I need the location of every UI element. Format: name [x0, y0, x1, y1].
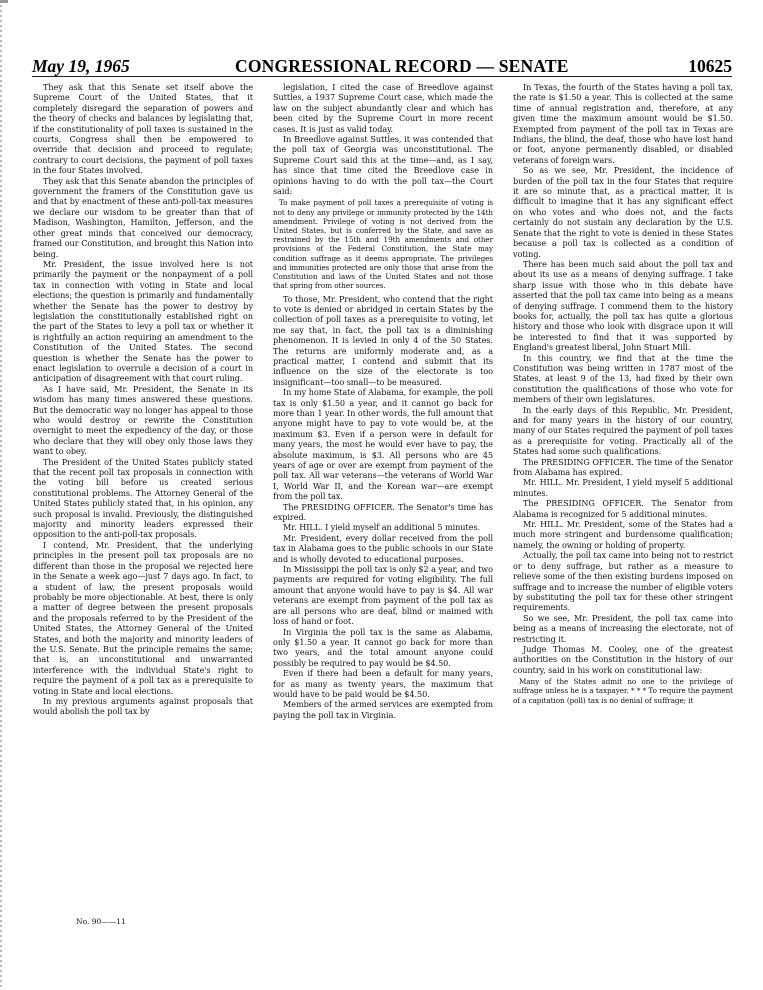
paragraph: There has been much said about the poll tax and about its use as a means of denying suffrage. I take sharp issue with those who in this debate have asserted that the poll tax came into being as a means of denying suffrage. I commend them to the history books for, actually, the poll tax has quite a glorious history and those who look with disgrace upon it will be interested to find that it was supported by England's greatest liberal, John Stuart Mill.	[513, 258, 733, 353]
paragraph: legislation, I cited the case of Breedlove against Suttles, a 1937 Supreme Court case, which made the law on the subject abundantly clear and which has been cited by the Supreme Court in more recent cases. It is just as valid today.	[273, 82, 493, 134]
paragraph: The PRESIDING OFFICER. The Senator's time has expired.	[273, 501, 493, 523]
header-date: May 19, 1965	[32, 56, 130, 76]
header-rule	[32, 76, 732, 77]
page-header	[32, 56, 732, 78]
paragraph: Even if there had been a default for many years, for as many as twenty years, the maximum that would have to be paid would be $4.50.	[273, 668, 493, 699]
paragraph: In Texas, the fourth of the States having a poll tax, the rate is $1.50 a year. This is collected at the same time of annual registration and, therefore, at any given time the maximum amount would be $1.50. Exempted from payment of the poll tax in Texas are Indians, the blind, the deaf, those who have lost hand or foot, anyone permanently disabled, or disabled veterans of foreign wars.	[513, 82, 733, 165]
paragraph: In Mississippi the poll tax is only $2 a year, and two payments are required for voting eligibility. The full amount that anyone would have to pay is $4. All war veterans are exempt from payment of the poll tax as are all persons who are deaf, blind or maimed with loss of hand or foot.	[273, 564, 493, 627]
paragraph: Actually, the poll tax came into being not to restrict or to deny suffrage, but rather as a measure to relieve some of the then existing burdens imposed on suffrage and to increase the number of eligible voters by substituting the poll tax for these other stringent requirements.	[513, 550, 733, 613]
paragraph: To those, Mr. President, who contend that the right to vote is denied or abridged in certain States by the collection of poll taxes as a prerequisite to voting, let me say that, in fact, the poll tax is a diminishing phenomenon. It is levied in only 4 of the 50 States. The returns are uniformly moderate and, as a practical matter, I contend and submit that its influence on the size of the electorate is too insignificant—too small—to be measured.	[273, 293, 493, 387]
header-title: CONGRESSIONAL RECORD — SENATE	[235, 56, 569, 76]
paragraph: In the early days of this Republic, Mr. President, and for many years in the history of our country, many of our States required the payment of poll taxes as a prerequisite for voting. Practically all of the States had some such qualifications.	[513, 404, 733, 457]
paragraph: In my previous arguments against proposals that would abolish the poll tax by	[33, 695, 253, 717]
paragraph: Members of the armed services are exempted from paying the poll tax in Virginia.	[273, 699, 493, 720]
quoted-paragraph: Many of the States admit no one to the privilege of suffrage unless he is a taxpayer. * * * To require the payment of a capitation (poll) tax is no denial of suffrage; it	[513, 677, 733, 705]
paragraph: As I have said, Mr. President, the Senate in its wisdom has many times answered these questions. But the democratic way no longer has appeal to those who would destroy or rewrite the Constitution overnight to meet the expediency of the day, or those who declare that they will obey only those laws they want to obey.	[33, 383, 253, 457]
paragraph: So we see, Mr. President, the poll tax came into being as a means of increasing the electorate, not of restricting it.	[513, 612, 733, 644]
paragraph: Mr. HILL. Mr. President, some of the States had a much more stringent and burdensome qualification; namely, the owning or holding of property.	[513, 519, 733, 550]
paragraph: The PRESIDING OFFICER. The time of the Senator from Alabama has expired.	[513, 456, 733, 478]
text-column-3	[513, 82, 733, 708]
corner-mark	[0, 0, 8, 3]
paragraph: They ask that this Senate abandon the principles of government the framers of the Constitution gave us and that by enactment of these anti-poll-tax measures we declare our wisdom to be greater than that of Madison, Washington, Hamilton, Jefferson, and the other great minds that conceived our democracy, framed our Constitution, and brought this Nation into being.	[33, 175, 253, 259]
paragraph: So as we see, Mr. President, the incidence of burden of the poll tax in the four States that require it are so minute that, as a practical matter, it is difficult to imagine that it has any significant effect on who votes and who does not, and the facts certainly do not sustain any declaration by the U.S. Senate that the right to vote is denied in these States because a poll tax is collected as a condition of voting.	[513, 165, 733, 259]
header-page-number: 10625	[688, 56, 732, 76]
paragraph: In this country, we find that at the time the Constitution was being written in 1787 most of the States, at least 9 of the 13, had fixed by their own constitution the qualifications of those who vote for members of their own legislatures.	[513, 352, 733, 405]
paragraph: Mr. HILL. I yield myself an additional 5 minutes.	[283, 522, 481, 533]
paragraph: In my home State of Alabama, for example, the poll tax is only $1.50 a year, and it cannot go back for more than 1 year. In other words, the full amount that anyone might have to pay to vote would be, at the maximum $3. Even if a person were in default for many years, the most he would ever have to pay, the absolute maximum, is $3. All persons who are 45 years of age or over are exempt from payment of the poll tax. All war veterans—the veterans of World War I, World War II, and the Korean war—are exempt from the poll tax.	[273, 387, 493, 502]
paragraph: Mr. HILL. Mr. President, I yield myself 5 additional minutes.	[513, 477, 733, 498]
paragraph: They ask that this Senate set itself above the Supreme Court of the United States, that it completely disregard the separation of powers and the theory of checks and balances by legislating that, if the constitutionality of poll taxes is sustained in the courts, Congress shall then be empowered to override that decision and proceed to regulate; contrary to court decisions, the payment of poll taxes in the four States involved.	[33, 82, 253, 176]
paragraph: Mr. President, the issue involved here is not primarily the payment or the nonpayment of a poll tax in connection with voting in State and local elections; the question is primarily and fundamentally whether the Senate has the power to destroy by legislation the constitutionally established right on the part of the States to levy a poll tax or whether it is rightfully an action requiring an amendment to the Constitution of the United States. The second question is whether the Senate has the power to enact legislation to overrule a decision of a court in anticipation of disagreement with that court ruling.	[33, 258, 253, 384]
binding-edge	[0, 0, 2, 990]
paragraph: Judge Thomas M. Cooley, one of the greatest authorities on the Constitution in the history of our country, said in his work on constitutional law:	[513, 643, 733, 675]
text-column-1	[33, 82, 253, 717]
paragraph: The PRESIDING OFFICER. The Senator from Alabama is recognized for 5 additional minutes.	[513, 498, 733, 519]
paragraph: In Breedlove against Suttles, it was contended that the poll tax of Georgia was unconstitutional. The Supreme Court said this at the time—and, as I say, has since that time cited the Breedlove case in opinions having to do with the poll tax—the Court said:	[273, 134, 493, 197]
text-column-2	[273, 82, 493, 720]
paragraph: The President of the United States publicly stated that the recent poll tax proposals in connection with the voting bill before us created serious constitutional problems. The Attorney General of the United States publicly stated that, in his opinion, any such proposal is invalid. Previously, the distinguished majority and minority leaders expressed their opposition to the anti-poll-tax proposals.	[33, 456, 253, 540]
paragraph: In Virginia the poll tax is the same as Alabama, only $1.50 a year. It cannot go back for more than two years, and the total amount anyone could possibly be required to pay would be $4.50.	[273, 626, 493, 668]
paragraph: Mr. President, every dollar received from the poll tax in Alabama goes to the public schools in our State and is wholly devoted to educational purposes.	[273, 532, 493, 564]
footer-code: No. 90——11	[76, 917, 126, 926]
quoted-paragraph: To make payment of poll taxes a prerequisite of voting is not to deny any privilege or immunity protected by the 14th amendment. Privilege of voting is not derived from the United States, but is conferred by the State, and save as restrained by the 15th and 19th amendments and other provisions of the Federal Constitution, the State may condition suffrage as it deems appropriate. The privileges and immunities protected are only those that arise from the Constitution and laws of the United States and not those that spring from other sources.	[273, 198, 493, 291]
paragraph: I contend, Mr. President, that the underlying principles in the present poll tax proposals are no different than those in the proposal we rejected here in the Senate a week ago—just 7 days ago. In fact, to a student of law, the present proposals would probably be more objectionable. At best, there is only a matter of degree between the present proposals and the proposals referred to by the President of the United States, the Attorney General of the United States, and both the majority and minority leaders of the U.S. Senate. But the principle remains the same; that is, an unconstitutional and unwarranted interference with the individual State's right to require the payment of a poll tax as a prerequisite to voting in State and local elections.	[33, 539, 253, 696]
